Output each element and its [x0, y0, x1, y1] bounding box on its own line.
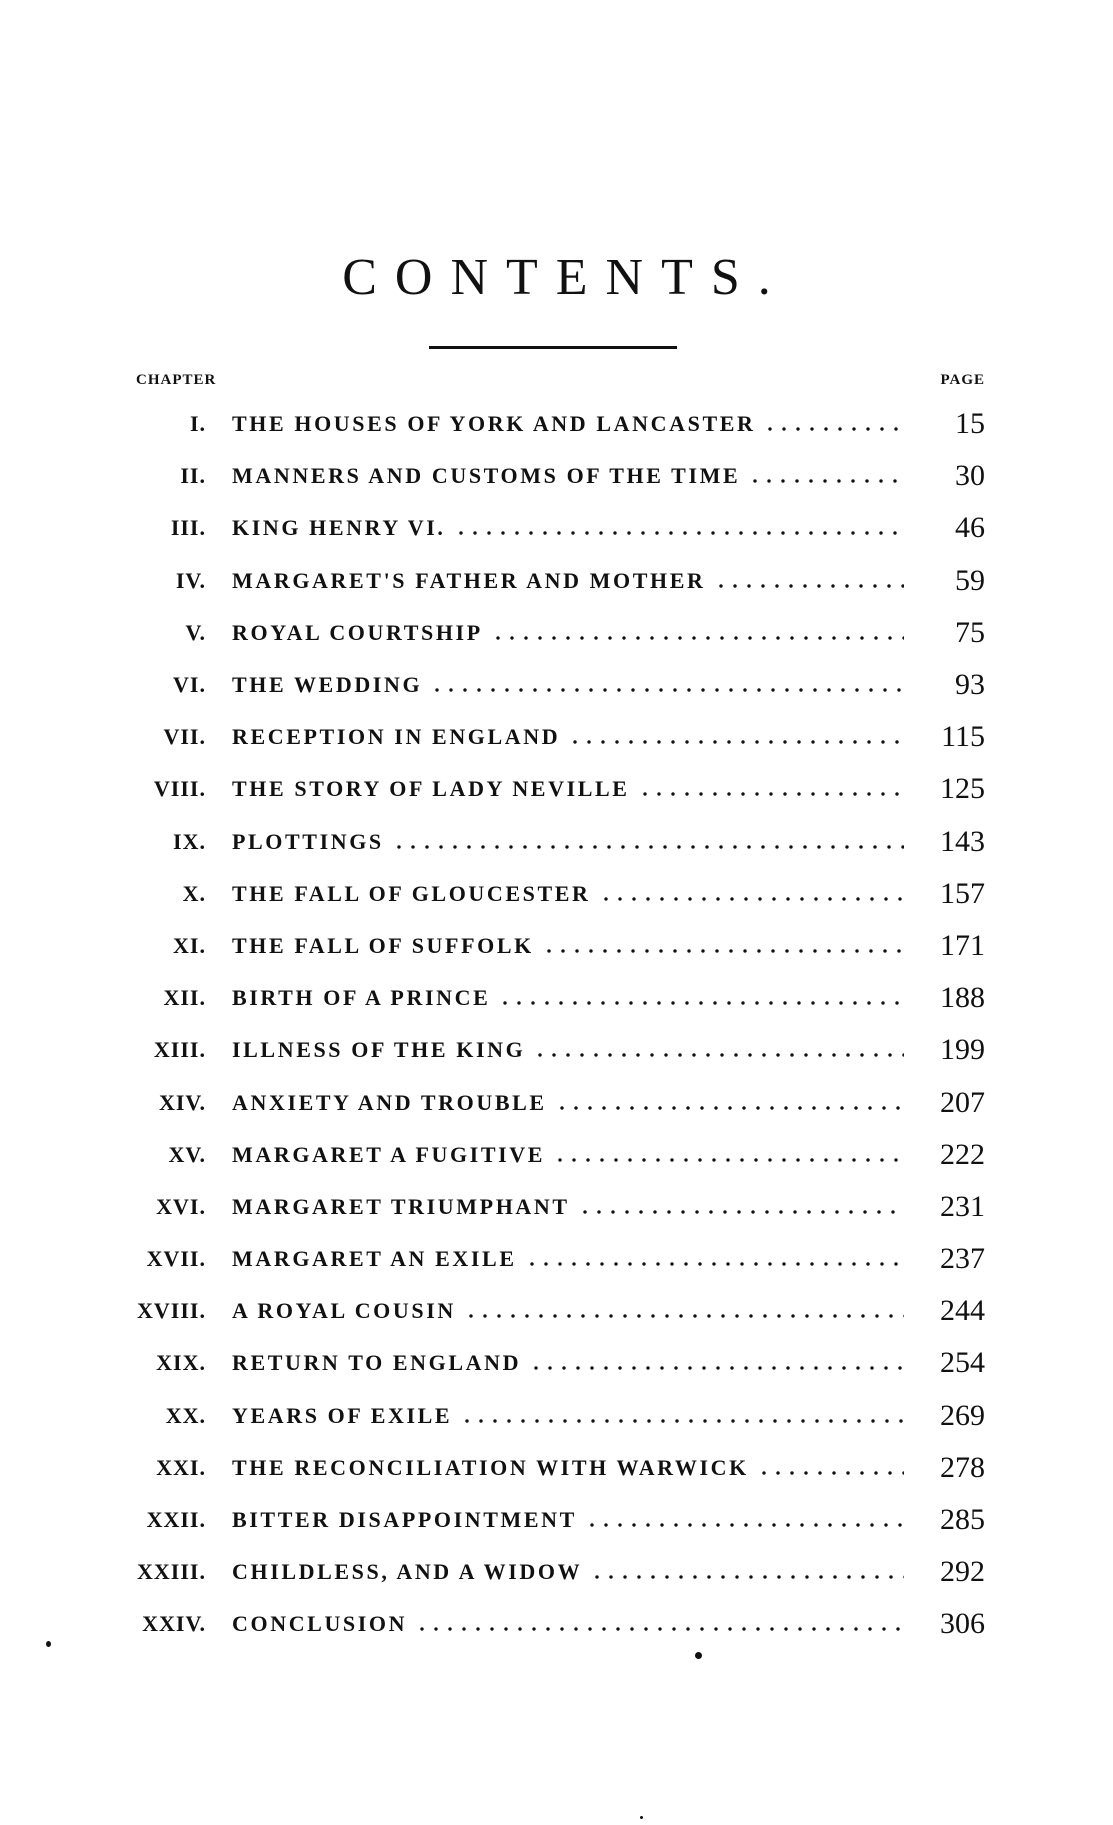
- chapter-number: XXII.: [146, 1507, 206, 1533]
- dot-leader: [392, 844, 904, 850]
- toc-entry: [0, 450, 1113, 502]
- page-number: 15: [955, 407, 985, 441]
- chapter-entry: [232, 933, 904, 959]
- page-number: 59: [955, 563, 985, 597]
- page-number: 46: [955, 511, 985, 545]
- chapter-title: MARGARET AN EXILE: [232, 1246, 517, 1272]
- page-number: 75: [955, 615, 985, 649]
- chapter-title: THE HOUSES OF YORK AND LANCASTER: [232, 411, 756, 437]
- toc-entry: [0, 1129, 1113, 1181]
- chapter-entry: [232, 1037, 904, 1063]
- chapter-number: V.: [185, 619, 206, 645]
- page-number: 188: [940, 981, 985, 1015]
- chapter-entry: [232, 985, 904, 1011]
- page-number: 231: [940, 1189, 985, 1223]
- toc-list: [0, 398, 1113, 1651]
- toc-entry: [0, 1598, 1113, 1650]
- chapter-title: BIRTH OF A PRINCE: [232, 985, 491, 1011]
- chapter-entry: [232, 881, 904, 907]
- toc-entry: [0, 868, 1113, 920]
- page-title: CONTENTS.: [342, 249, 789, 306]
- print-speck: [46, 1641, 51, 1647]
- dot-leader: [763, 426, 904, 432]
- dot-leader: [491, 635, 904, 641]
- dot-leader: [748, 478, 904, 484]
- toc-entry: [0, 920, 1113, 972]
- chapter-entry: [232, 463, 904, 489]
- toc-entry: [0, 555, 1113, 607]
- chapter-number: XI.: [173, 932, 206, 958]
- dot-leader: [553, 1157, 904, 1163]
- dot-leader: [590, 1574, 904, 1580]
- chapter-number: XII.: [163, 985, 206, 1011]
- dot-leader: [714, 583, 904, 589]
- chapter-title: A ROYAL COUSIN: [232, 1298, 456, 1324]
- chapter-entry: [232, 515, 904, 541]
- chapter-title: RECEPTION IN ENGLAND: [232, 724, 561, 750]
- chapter-column-label: CHAPTER: [136, 372, 217, 388]
- page-number: 292: [940, 1555, 985, 1589]
- chapter-title: RETURN TO ENGLAND: [232, 1350, 522, 1376]
- page-number: 254: [940, 1346, 985, 1380]
- page-number: 306: [940, 1607, 985, 1641]
- chapter-title: PLOTTINGS: [232, 828, 384, 854]
- chapter-number: VIII.: [153, 776, 206, 802]
- chapter-number: XXIV.: [142, 1611, 206, 1637]
- toc-entry: [0, 1076, 1113, 1128]
- chapter-title: ANXIETY AND TROUBLE: [232, 1089, 547, 1115]
- dot-leader: [638, 791, 904, 797]
- chapter-title: THE WEDDING: [232, 672, 423, 698]
- chapter-title: MANNERS AND CUSTOMS OF THE TIME: [232, 463, 741, 489]
- toc-entry: [0, 1494, 1113, 1546]
- toc-entry: [0, 398, 1113, 450]
- chapter-number: VI.: [173, 672, 206, 698]
- title-rule: [429, 346, 677, 349]
- page-number: 157: [940, 876, 985, 910]
- dot-leader: [430, 687, 904, 693]
- toc-entry: [0, 1442, 1113, 1494]
- chapter-number: X.: [182, 880, 206, 906]
- chapter-number: XIV.: [158, 1089, 206, 1115]
- toc-entry: [0, 1390, 1113, 1442]
- page-column-label: PAGE: [940, 372, 985, 388]
- dot-leader: [498, 1000, 904, 1006]
- toc-entry: [0, 607, 1113, 659]
- chapter-title: KING HENRY VI.: [232, 515, 446, 541]
- chapter-number: XIX.: [156, 1350, 206, 1376]
- dot-leader: [529, 1365, 904, 1371]
- chapter-entry: [232, 1246, 904, 1272]
- page-number: 222: [940, 1137, 985, 1171]
- page-number: 125: [940, 772, 985, 806]
- chapter-title: THE FALL OF SUFFOLK: [232, 932, 534, 958]
- chapter-entry: [232, 1455, 904, 1481]
- chapter-number: XVIII.: [137, 1298, 206, 1324]
- chapter-entry: [232, 568, 904, 594]
- dot-leader: [454, 530, 905, 536]
- chapter-entry: [232, 1090, 904, 1116]
- dot-leader: [460, 1418, 904, 1424]
- page-number: 244: [940, 1294, 985, 1328]
- page-number: 278: [940, 1450, 985, 1484]
- chapter-entry: [232, 1298, 904, 1324]
- page-number: 285: [940, 1503, 985, 1537]
- page-number: 30: [955, 459, 985, 493]
- chapter-title: THE STORY OF LADY NEVILLE: [232, 776, 630, 802]
- chapter-title: ILLNESS OF THE KING: [232, 1037, 526, 1063]
- page-number: 207: [940, 1085, 985, 1119]
- chapter-entry: [232, 1142, 904, 1168]
- dot-leader: [578, 1209, 904, 1215]
- toc-entry: [0, 816, 1113, 868]
- toc-entry: [0, 1546, 1113, 1598]
- print-speck: [640, 1816, 643, 1819]
- page-number: 143: [940, 824, 985, 858]
- dot-leader: [542, 948, 904, 954]
- dot-leader: [555, 1105, 904, 1111]
- chapter-entry: [232, 620, 904, 646]
- chapter-entry: [232, 1350, 904, 1376]
- page-number: 115: [941, 720, 985, 754]
- chapter-entry: [232, 776, 904, 802]
- toc-entry: [0, 972, 1113, 1024]
- chapter-title: MARGARET TRIUMPHANT: [232, 1193, 570, 1219]
- chapter-number: XXI.: [156, 1454, 206, 1480]
- dot-leader: [757, 1470, 904, 1476]
- chapter-number: III.: [170, 515, 206, 541]
- dot-leader: [464, 1313, 904, 1319]
- chapter-entry: [232, 672, 904, 698]
- chapter-title: CHILDLESS, AND A WIDOW: [232, 1559, 583, 1585]
- dot-leader: [525, 1261, 904, 1267]
- dot-leader: [415, 1626, 904, 1632]
- toc-entry: [0, 763, 1113, 815]
- chapter-number: II.: [180, 463, 206, 489]
- chapter-entry: [232, 1559, 904, 1585]
- dot-leader: [568, 739, 904, 745]
- print-speck: [695, 1652, 702, 1659]
- chapter-title: THE FALL OF GLOUCESTER: [232, 880, 591, 906]
- chapter-entry: [232, 411, 904, 437]
- chapter-entry: [232, 829, 904, 855]
- chapter-title: ROYAL COURTSHIP: [232, 619, 483, 645]
- chapter-entry: [232, 1194, 904, 1220]
- page-number: 237: [940, 1242, 985, 1276]
- page-number: 199: [940, 1033, 985, 1067]
- chapter-number: XX.: [165, 1402, 206, 1428]
- chapter-number: VII.: [163, 724, 206, 750]
- dot-leader: [599, 896, 904, 902]
- chapter-number: IV.: [175, 567, 206, 593]
- toc-entry: [0, 659, 1113, 711]
- chapter-entry: [232, 1403, 904, 1429]
- toc-entry: [0, 1285, 1113, 1337]
- chapter-number: IX.: [173, 828, 206, 854]
- page-number: 93: [955, 668, 985, 702]
- page-number: 269: [940, 1398, 985, 1432]
- toc-entry: [0, 1337, 1113, 1389]
- chapter-title: CONCLUSION: [232, 1611, 408, 1637]
- toc-entry: [0, 1024, 1113, 1076]
- chapter-entry: [232, 1507, 904, 1533]
- toc-entry: [0, 711, 1113, 763]
- chapter-number: I.: [189, 411, 206, 437]
- dot-leader: [533, 1052, 904, 1058]
- toc-entry: [0, 1233, 1113, 1285]
- chapter-entry: [232, 724, 904, 750]
- chapter-entry: [232, 1611, 904, 1637]
- chapter-title: THE RECONCILIATION WITH WARWICK: [232, 1454, 749, 1480]
- dot-leader: [585, 1522, 904, 1528]
- chapter-number: XVI.: [156, 1193, 206, 1219]
- chapter-number: XXIII.: [137, 1559, 206, 1585]
- chapter-title: YEARS OF EXILE: [232, 1402, 453, 1428]
- chapter-number: XV.: [168, 1141, 206, 1167]
- chapter-title: MARGARET A FUGITIVE: [232, 1141, 546, 1167]
- toc-entry: [0, 1181, 1113, 1233]
- chapter-title: BITTER DISAPPOINTMENT: [232, 1507, 577, 1533]
- page-number: 171: [940, 928, 985, 962]
- toc-entry: [0, 502, 1113, 554]
- chapter-title: MARGARET'S FATHER AND MOTHER: [232, 567, 706, 593]
- chapter-number: XIII.: [153, 1037, 206, 1063]
- chapter-number: XVII.: [146, 1246, 206, 1272]
